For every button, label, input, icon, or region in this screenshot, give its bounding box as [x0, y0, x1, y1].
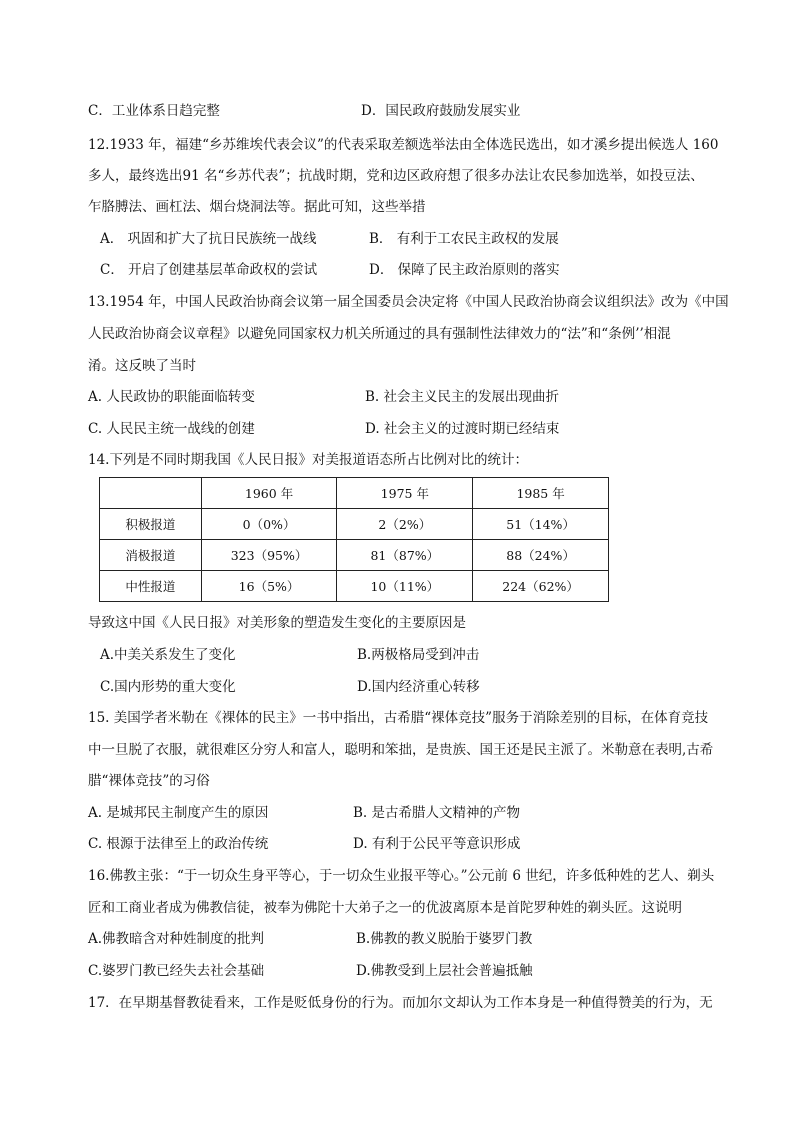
- table-cell: 323（95%）: [201, 540, 337, 571]
- q12-option-a: A． 巩固和扩大了抗日民族统一战线: [100, 231, 317, 247]
- table-cell: 0（0%）: [201, 509, 337, 540]
- q12-option-d: D． 保障了民主政治原则的落实: [369, 262, 560, 278]
- q12-option-b: B． 有利于工农民主政权的发展: [369, 231, 559, 247]
- q15-option-b: B. 是古希腊人文精神的产物: [353, 805, 521, 821]
- q16-stem-line-1: 16.佛教主张：“于一切众生身平等心，于一切众生业报平等心。”公元前 6 世纪，许多低种姓的艺人、剃头: [88, 868, 715, 884]
- q11-option-d: D．国民政府鼓励发展实业: [361, 103, 521, 119]
- q15-option-a: A. 是城邦民主制度产生的原因: [88, 805, 269, 821]
- table-row: [100, 509, 609, 540]
- q13-stem-line-3: 淆。这反映了当时: [88, 358, 196, 374]
- q14-option-d: D.国内经济重心转移: [357, 679, 480, 695]
- table-cell: 81（87%）: [337, 540, 473, 571]
- row-label-cell: 消极报道: [100, 540, 202, 571]
- q16-option-d: D.佛教受到上层社会普遍抵触: [356, 963, 533, 979]
- table-corner-cell: [100, 478, 202, 509]
- q14-option-c: C.国内形势的重大变化: [100, 679, 236, 695]
- q13-option-a: A. 人民政协的职能面临转变: [88, 389, 255, 405]
- row-label-cell: 积极报道: [100, 509, 202, 540]
- q11-option-c: C．工业体系日趋完整: [88, 103, 220, 119]
- table-header-cell: 1985 年: [473, 478, 609, 509]
- table-row: [100, 540, 609, 571]
- q12-stem-line-3: 乍胳膊法、画杠法、烟台烧洞法等。据此可知，这些举措: [88, 199, 426, 215]
- q16-option-a: A.佛教暗含对种姓制度的批判: [88, 931, 265, 947]
- table-cell: 10（11%）: [337, 571, 473, 602]
- q12-stem-line-1: 12.1933 年，福建“乡苏维埃代表会议”的代表采取差额选举法由全体选民选出，如才溪乡提出候选人 160: [88, 137, 719, 153]
- q14-option-a: A.中美关系发生了变化: [100, 647, 236, 663]
- q16-stem-line-2: 匠和工商业者成为佛教信徒，被奉为佛陀十大弟子之一的优波离原本是首陀罗种姓的剃头匠。这说明: [88, 900, 682, 916]
- q12-stem-line-2: 多人，最终选出91 名“乡苏代表”；抗战时期，党和边区政府想了很多办法让农民参加选举，如投豆法、: [88, 168, 704, 184]
- q15-stem-line-2: 中一旦脱了衣服，就很难区分穷人和富人，聪明和笨拙，是贵族、国王还是民主派了。米勒意在表明,古希: [88, 742, 714, 758]
- table-cell: 16（5%）: [201, 571, 337, 602]
- q15-stem-line-1: 15. 美国学者米勒在《裸体的民主》一书中指出，古希腊“裸体竞技”服务于消除差别的目标，在体育竞技: [88, 710, 709, 726]
- q13-stem-line-1: 13.1954 年，中国人民政治协商会议第一届全国委员会决定将《中国人民政治协商会议组织法》改为《中国: [88, 294, 729, 310]
- report-ratio-table: [99, 477, 609, 602]
- q15-option-d: D. 有利于公民平等意识形成: [353, 836, 521, 852]
- table-header-cell: 1960 年: [201, 478, 337, 509]
- q14-question: 导致这中国《人民日报》对美形象的塑造发生变化的主要原因是: [88, 615, 466, 631]
- q16-option-c: C.婆罗门教已经失去社会基础: [88, 963, 265, 979]
- q16-option-b: B.佛教的教义脱胎于婆罗门教: [356, 931, 533, 947]
- table-cell: 224（62%）: [473, 571, 609, 602]
- q13-option-b: B. 社会主义民主的发展出现曲折: [365, 389, 560, 405]
- q17-stem-line-1: 17．在早期基督教徒看来，工作是贬低身份的行为。而加尔文却认为工作本身是一种值得赞美的行为，无: [88, 995, 713, 1011]
- row-label-cell: 中性报道: [100, 571, 202, 602]
- table-cell: 2（2%）: [337, 509, 473, 540]
- q15-stem-line-3: 腊“裸体竞技”的习俗: [88, 773, 210, 789]
- table-cell: 51（14%）: [473, 509, 609, 540]
- q12-option-c: C． 开启了创建基层革命政权的尝试: [100, 262, 318, 278]
- q14-stem: 14.下列是不同时期我国《人民日报》对美报道语态所占比例对比的统计：: [88, 452, 528, 468]
- q14-option-b: B.两极格局受到冲击: [357, 647, 480, 663]
- q15-option-c: C. 根源于法律至上的政治传统: [88, 836, 269, 852]
- table-row: [100, 571, 609, 602]
- q13-option-c: C. 人民民主统一战线的创建: [88, 421, 255, 437]
- q13-option-d: D. 社会主义的过渡时期已经结束: [365, 421, 560, 437]
- q13-stem-line-2: 人民政治协商会议章程》以避免同国家权力机关所通过的具有强制性法律效力的“法”和“条例’’相混: [88, 326, 671, 342]
- table-cell: 88（24%）: [473, 540, 609, 571]
- table-header-cell: 1975 年: [337, 478, 473, 509]
- table-header-row: [100, 478, 609, 509]
